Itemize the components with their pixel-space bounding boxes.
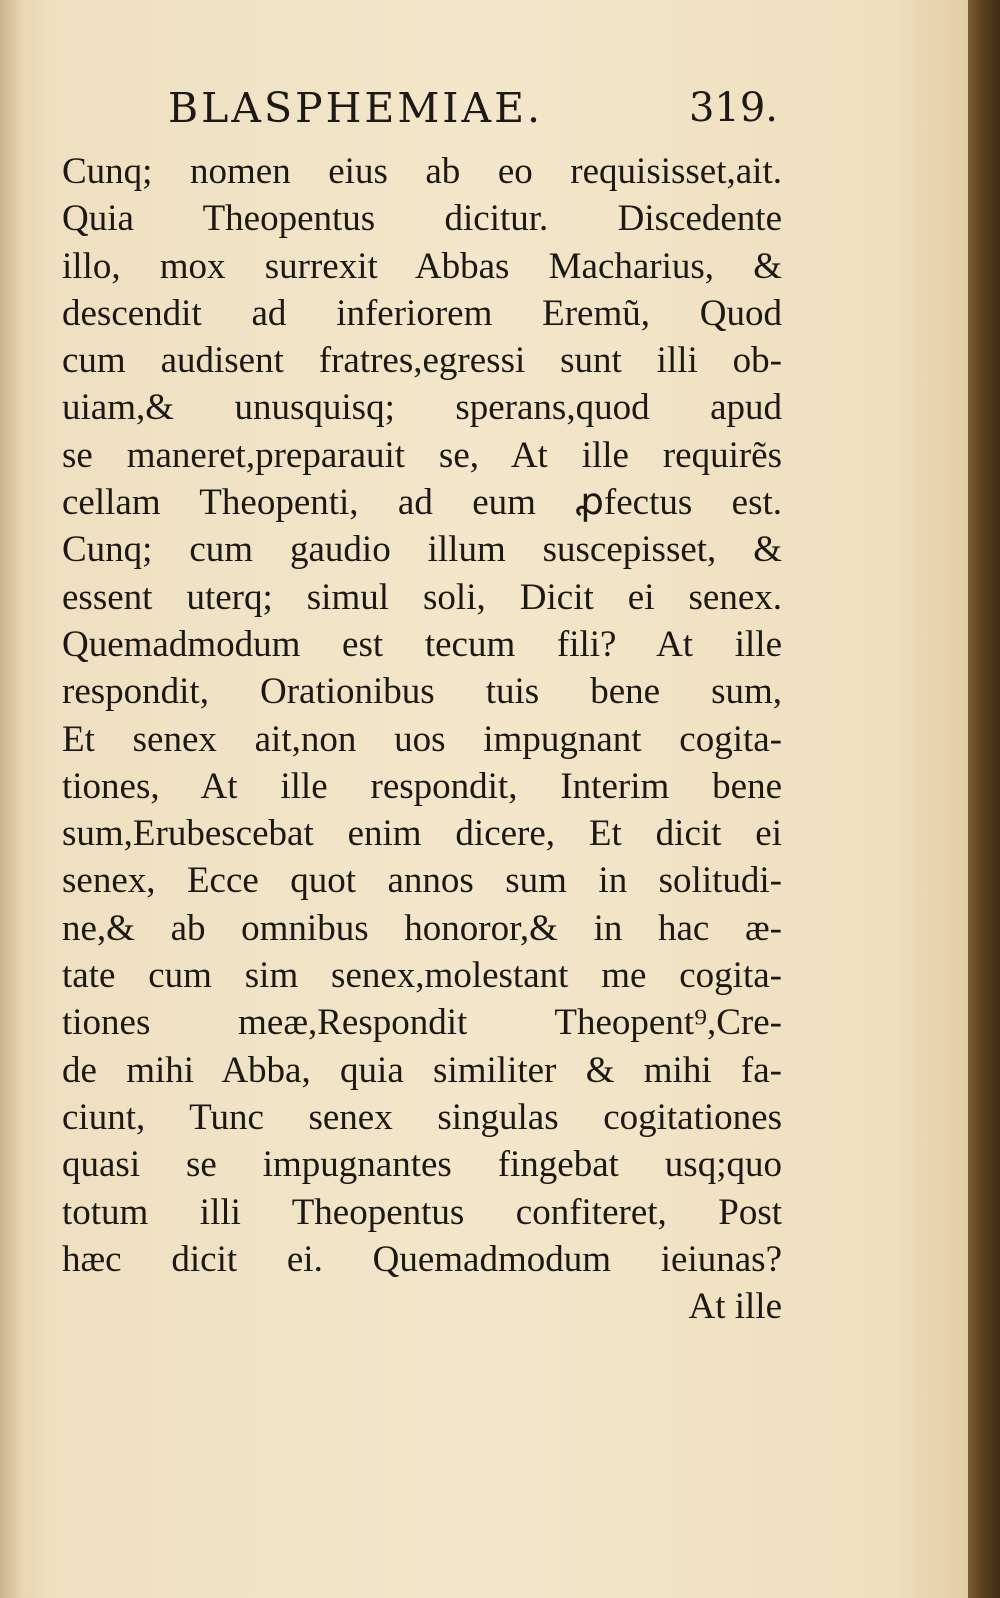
text-line: de mihi Abba, quia similiter & mihi fa-	[62, 1049, 782, 1091]
text-line: hæc dicit ei. Quemadmodum ieiunas?	[62, 1238, 782, 1280]
book-spine	[968, 0, 1000, 1598]
text-block	[62, 148, 782, 1330]
text-line: Quemadmodum est tecum fili? At ille	[62, 623, 782, 665]
text-line: Quia Theopentus dicitur. Discedente	[62, 198, 782, 240]
text-line: quasi se impugnantes fingebat usq;quo	[62, 1144, 782, 1186]
page-header	[168, 78, 778, 138]
text-line: descendit ad inferiorem Eremũ, Quod	[62, 292, 782, 334]
text-line: tiones, At ille respondit, Interim bene	[62, 765, 782, 807]
text-line: respondit, Orationibus tuis bene sum,	[62, 671, 782, 713]
text-line: sum,Erubescebat enim dicere, Et dicit ei	[62, 813, 782, 855]
text-line: Cunq; nomen eius ab eo requisisset,ait.	[62, 151, 782, 192]
text-line: se maneret,preparauit se, At ille requirẽs	[62, 434, 782, 476]
running-title: BLASPHEMIAE.	[168, 84, 544, 132]
page-number: 319.	[688, 85, 778, 131]
text-line: cum audisent fratres,egressi sunt illi ob-	[62, 340, 782, 382]
text-line: uiam,& unusquisq; sperans,quod apud	[62, 387, 782, 429]
text-line: senex, Ecce quot annos sum in solitudi-	[62, 860, 782, 902]
text-line: tate cum sim senex,molestant me cogita-	[62, 955, 782, 997]
text-line: essent uterq; simul soli, Dicit ei senex.	[62, 576, 782, 618]
text-line: cellam Theopenti, ad eum ꝓfectus est.	[62, 482, 782, 524]
text-line: Et senex ait,non uos impugnant cogita-	[62, 718, 782, 760]
text-line: illo, mox surrexit Abbas Macharius, &	[62, 245, 782, 287]
text-line: Cunq; cum gaudio illum suscepisset, &	[62, 529, 782, 571]
text-line: ciunt, Tunc senex singulas cogitationes	[62, 1096, 782, 1138]
text-line: tiones meæ,Respondit Theopent⁹,Cre-	[62, 1002, 782, 1044]
page-edge-shadow	[0, 0, 22, 1598]
text-line: ne,& ab omnibus honoror,& in hac æ-	[62, 907, 782, 949]
text-line: totum illi Theopentus confiteret, Post	[62, 1191, 782, 1233]
text-line: At ille	[688, 1286, 782, 1328]
